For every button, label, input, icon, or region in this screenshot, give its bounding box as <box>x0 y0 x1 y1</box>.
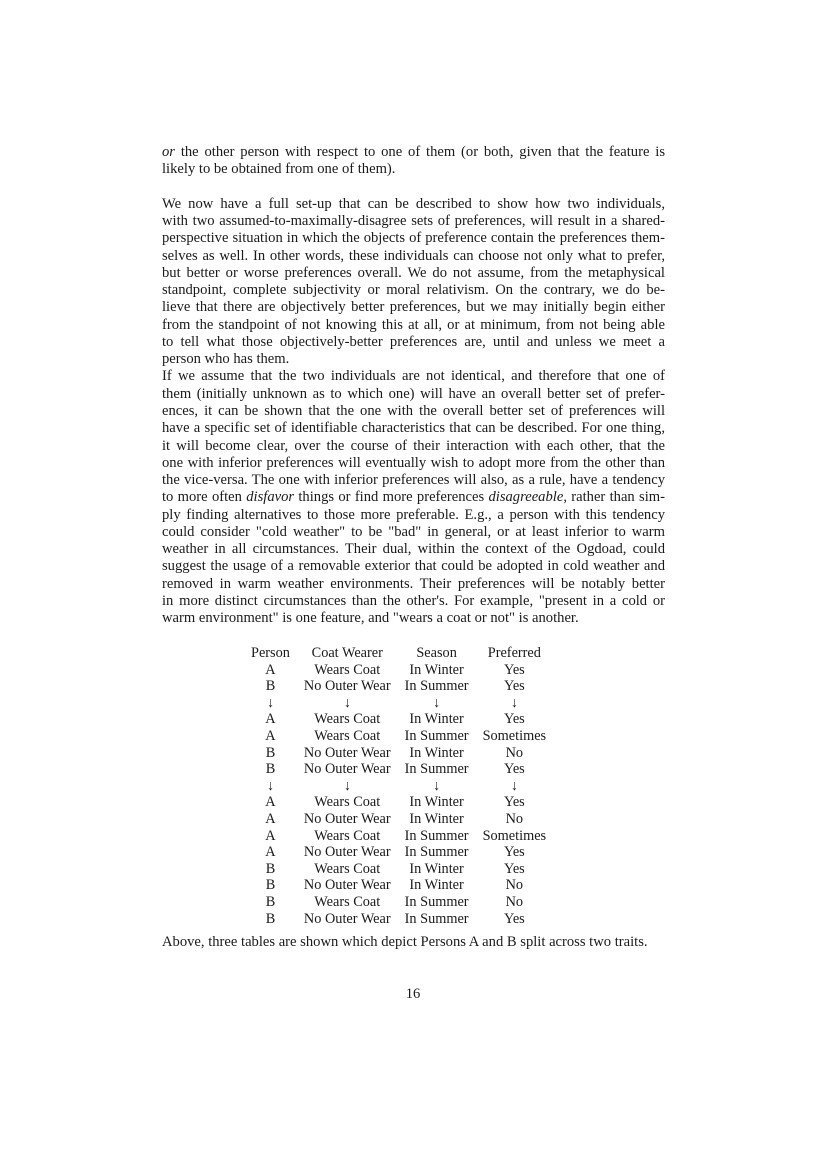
table-row <box>244 844 553 861</box>
text-span: in more distinct circumstances than the other's. For example, "present in a cold or <box>162 592 665 609</box>
table-row <box>244 861 553 878</box>
table-cell: In Summer <box>404 727 469 744</box>
text-span: person who has them. <box>162 351 290 368</box>
preference-table <box>244 645 553 927</box>
table-cell: Yes <box>503 794 525 811</box>
text-line <box>162 282 665 299</box>
table-cell: B <box>265 893 276 910</box>
table-cell: B <box>265 744 276 761</box>
table-cell: No Outer Wear <box>303 810 391 827</box>
table-caption: Above, three tables are shown which depict Persons A and B split across two traits. <box>162 934 648 950</box>
down-arrow-icon: ↓ <box>266 694 275 711</box>
table-cell: B <box>265 761 276 778</box>
table-cell: Yes <box>503 678 525 695</box>
table-cell: In Winter <box>409 711 464 728</box>
text-line <box>162 507 665 524</box>
table-cell: A <box>265 727 276 744</box>
table-row <box>244 894 553 911</box>
table-cell: In Summer <box>404 761 469 778</box>
text-span: ply finding alternatives to those more preferable. E.g., a person with this tendency <box>162 506 665 523</box>
text-span: weather in all circumstances. Their dual, within the context of the Ogdoad, could <box>162 541 665 558</box>
text-line <box>162 472 665 489</box>
table-cell: No <box>505 810 524 827</box>
table-cell: A <box>265 794 276 811</box>
table-cell: Wears Coat <box>314 661 381 678</box>
table-cell: Yes <box>503 860 525 877</box>
table-cell: In Winter <box>409 810 464 827</box>
text-span: could consider "cold weather" to be "bad" in general, or at least inferior to warm <box>162 523 665 540</box>
text-span: it will become clear, over the course of their interaction with each other, that the <box>162 437 665 454</box>
text-line <box>162 610 665 627</box>
text-line <box>162 420 665 437</box>
text-line <box>162 230 665 247</box>
table-row <box>244 711 553 728</box>
text-span: things or find more preferences <box>294 489 489 506</box>
table-cell: In Winter <box>409 794 464 811</box>
text-line <box>162 386 665 403</box>
table-cell: In Summer <box>404 827 469 844</box>
table-row <box>244 761 553 778</box>
column-header: Season <box>416 645 457 661</box>
table-cell: Wears Coat <box>314 711 381 728</box>
text-line <box>162 144 665 161</box>
italic-text: disfavor <box>246 489 295 506</box>
paragraph-gap <box>162 179 665 196</box>
table-row <box>244 728 553 745</box>
table-cell: Wears Coat <box>314 827 381 844</box>
down-arrow-icon: ↓ <box>433 694 441 711</box>
text-span: , rather than sim- <box>563 489 665 506</box>
down-arrow-icon: ↓ <box>343 694 351 711</box>
table-cell: B <box>265 877 276 894</box>
table-cell: In Summer <box>404 910 469 927</box>
table-cell: A <box>265 661 276 678</box>
text-span: them (initially unknown as to which one) will have an overall better set of prefer- <box>162 385 665 402</box>
table-cell: Yes <box>503 844 525 861</box>
text-line <box>162 403 665 420</box>
text-span: to tell what those objectively-better preferences are, until and unless we meet a <box>162 333 665 350</box>
table-cell: B <box>265 910 276 927</box>
table-row <box>244 745 553 762</box>
table-cell: In Winter <box>409 661 464 678</box>
table-row <box>244 828 553 845</box>
text-span: selves as well. In other words, these individuals can choose not only what to prefer, <box>162 247 665 264</box>
text-line <box>162 248 665 265</box>
text-span: likely to be obtained from one of them). <box>162 161 396 178</box>
table-cell: In Summer <box>404 678 469 695</box>
text-span: warm environment" is one feature, and "wears a coat or not" is another. <box>162 610 579 627</box>
table-cell: No Outer Wear <box>303 910 391 927</box>
text-span: suggest the usage of a removable exterior that could be adopted in cold weather and <box>162 558 665 575</box>
table-cell: A <box>265 810 276 827</box>
down-arrow-icon: ↓ <box>433 777 441 794</box>
text-line <box>162 455 665 472</box>
table-cell: No Outer Wear <box>303 844 391 861</box>
table-cell: A <box>265 827 276 844</box>
text-span: one with inferior preferences will eventually wish to adopt more from the other than <box>162 454 665 471</box>
arrow-row <box>244 695 553 712</box>
text-line <box>162 161 665 178</box>
column-header: Person <box>251 645 290 661</box>
table-cell: No Outer Wear <box>303 678 391 695</box>
table-row <box>244 877 553 894</box>
text-line <box>162 368 665 385</box>
text-line <box>162 541 665 558</box>
text-line <box>162 524 665 541</box>
text-line <box>162 351 665 368</box>
text-span: with two assumed-to-maximally-disagree sets of preferences, will result in a shared- <box>162 213 665 230</box>
table-cell: Yes <box>503 711 525 728</box>
table-cell: B <box>265 678 276 695</box>
table-row <box>244 911 553 928</box>
table-cell: Yes <box>503 910 525 927</box>
text-line <box>162 438 665 455</box>
table-cell: In Winter <box>409 877 464 894</box>
text-line <box>162 334 665 351</box>
down-arrow-icon: ↓ <box>266 777 275 794</box>
down-arrow-icon: ↓ <box>510 777 518 794</box>
table-cell: Wears Coat <box>314 794 381 811</box>
text-span: the other person with respect to one of them (or both, given that the feature is <box>174 144 665 160</box>
table-cell: A <box>265 844 276 861</box>
table-cell: In Winter <box>409 860 464 877</box>
table-cell: No Outer Wear <box>303 761 391 778</box>
table-cell: In Summer <box>404 844 469 861</box>
table-row <box>244 678 553 695</box>
text-span: If we assume that the two individuals are not identical, and therefore that one of <box>162 368 665 385</box>
text-line <box>162 213 665 230</box>
page-number: 16 <box>405 986 421 1002</box>
text-span: to more often <box>162 489 247 506</box>
text-span: perspective situation in which the objects of preference contain the preferences them- <box>162 230 665 247</box>
text-line <box>162 265 665 282</box>
table-cell: No Outer Wear <box>303 877 391 894</box>
italic-text: disagreeable <box>488 489 564 506</box>
table-cell: In Winter <box>409 744 464 761</box>
table-cell: No <box>505 744 524 761</box>
body-text <box>162 144 665 627</box>
text-line <box>162 576 665 593</box>
table-cell: Sometimes <box>482 727 547 744</box>
table-cell: Wears Coat <box>314 860 381 877</box>
text-span: have a specific set of identifiable characteristics that can be described. For one thing, <box>162 420 665 437</box>
table-cell: Yes <box>503 661 525 678</box>
text-span: but better or worse preferences overall. We do not assume, from the metaphysical <box>162 264 665 281</box>
text-span: from the standpoint of not knowing this at all, or at minimum, from not being able <box>162 316 665 333</box>
text-span: We now have a full set-up that can be described to show how two individuals, <box>162 195 665 212</box>
arrow-row <box>244 778 553 795</box>
table-cell: B <box>265 860 276 877</box>
text-span: the vice-versa. The one with inferior preferences will also, as a rule, have a tendency <box>162 472 665 489</box>
text-span: ences, it can be shown that the one with the overall better set of preferences will <box>162 402 665 419</box>
column-header: Preferred <box>487 645 541 661</box>
text-span: standpoint, complete subjectivity or moral relativism. On the contrary, we do be- <box>162 282 665 299</box>
table-cell: A <box>265 711 276 728</box>
text-line <box>162 593 665 610</box>
table-cell: No <box>505 893 524 910</box>
text-line <box>162 558 665 575</box>
table-cell: Sometimes <box>482 827 547 844</box>
table-cell: No <box>505 877 524 894</box>
text-line <box>162 196 665 213</box>
table-cell: Wears Coat <box>314 727 381 744</box>
column-header: Coat Wearer <box>311 645 383 661</box>
italic-text: or <box>162 144 175 160</box>
down-arrow-icon: ↓ <box>343 777 351 794</box>
table-row <box>244 662 553 679</box>
table-cell: Yes <box>503 761 525 778</box>
table-cell: No Outer Wear <box>303 744 391 761</box>
down-arrow-icon: ↓ <box>510 694 518 711</box>
text-line <box>162 299 665 316</box>
text-span: removed in warm weather environments. Their preferences will be notably better <box>162 575 665 592</box>
table-row <box>244 811 553 828</box>
text-line <box>162 489 665 506</box>
table-header-row <box>244 645 553 662</box>
table-row <box>244 794 553 811</box>
table-body <box>244 662 553 928</box>
text-span: lieve that there are objectively better preferences, but we may initially begin either <box>162 299 665 316</box>
table-cell: Wears Coat <box>314 893 381 910</box>
table-cell: In Summer <box>404 893 469 910</box>
text-line <box>162 317 665 334</box>
